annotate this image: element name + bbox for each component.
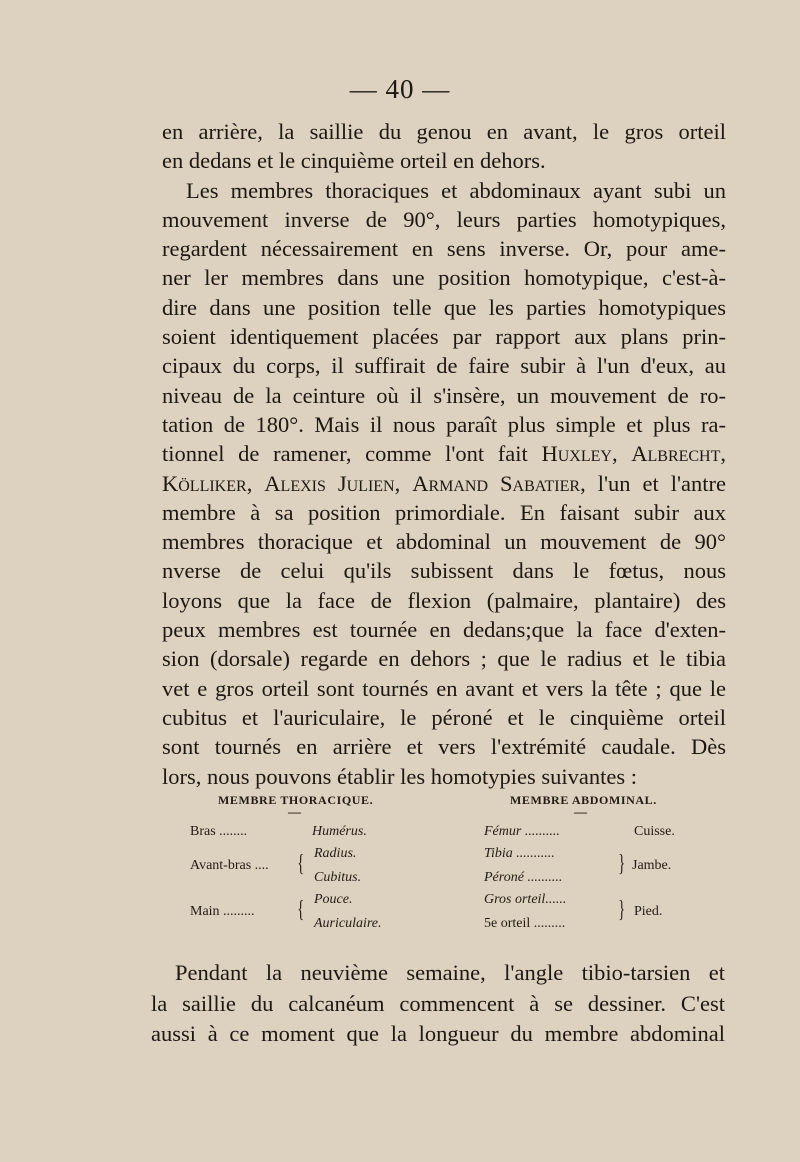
- text-segment: ,: [720, 441, 727, 467]
- label-jambe: Jambe.: [632, 858, 672, 873]
- text-line: ner ler membres dans une position homotypique, c'est-à-: [162, 265, 726, 291]
- text-line: sion (dorsale) regarde en dehors ; que le radius et le tibia: [162, 646, 726, 672]
- bone-radius: Radius.: [314, 846, 357, 861]
- text-line: nverse de celui qu'ils subissent dans le fœtus, nous: [162, 558, 726, 584]
- brace-left: {: [297, 851, 305, 877]
- text-line: dire dans une position telle que les parties homotypiques: [162, 294, 726, 320]
- digit-cinquieme-orteil: 5e orteil .........: [484, 916, 566, 931]
- header-dash: —: [574, 804, 587, 819]
- bone-cubitus: Cubitus.: [314, 870, 362, 885]
- label-main: Main .........: [190, 904, 255, 919]
- author-name: Armand Sabatier: [412, 470, 581, 496]
- text-line: vet e gros orteil sont tournés en avant et vers la tête ; que le: [162, 675, 726, 701]
- text-line-authors: [162, 469, 726, 498]
- bone-perone: Péroné ..........: [484, 870, 563, 885]
- brace-left: {: [297, 897, 305, 923]
- text-line: la saillie du calcanéum commencent à se dessiner. C'est: [151, 990, 725, 1016]
- text-line: lors, nous pouvons établir les homotypies suivantes :: [162, 763, 637, 789]
- digit-auriculaire: Auriculaire.: [314, 916, 382, 931]
- main-paragraph: [162, 117, 726, 791]
- text-line: mouvement inverse de 90°, leurs parties homotypiques,: [162, 206, 726, 232]
- text-line: aussi à ce moment que la longueur du membre abdominal: [151, 1021, 725, 1046]
- text-line: cubitus et l'auriculaire, le péroné et le cinquième orteil: [162, 704, 726, 730]
- text-line: en dedans et le cinquième orteil en dehors.: [162, 148, 546, 174]
- text-line: cipaux du corps, il suffirait de faire subir à l'un d'eux, au: [162, 353, 726, 379]
- author-name: Albrecht: [631, 441, 721, 467]
- text-line: tation de 180°. Mais il nous paraît plus simple et plus ra-: [162, 411, 726, 437]
- label-pied: Pied.: [634, 904, 663, 919]
- label-avant-bras: Avant-bras ....: [190, 858, 269, 873]
- digit-gros-orteil: Gros orteil......: [484, 892, 567, 907]
- text-line: soient identiquement placées par rapport aux plans prin-: [162, 324, 726, 350]
- author-name: Kölliker: [162, 470, 247, 496]
- brace-right: }: [618, 897, 626, 923]
- header-dash: —: [288, 804, 301, 819]
- label-cuisse: Cuisse.: [634, 824, 675, 839]
- author-name: Huxley: [541, 441, 612, 467]
- text-line: Pendant la neuvième semaine, l'angle tibio-tarsien et: [175, 960, 725, 985]
- text-segment: ,: [394, 470, 413, 496]
- page-number: — 40 —: [349, 74, 451, 104]
- label-bras: Bras ........: [190, 824, 248, 839]
- bone-humerus: Humérus.: [312, 824, 367, 839]
- text-line: en arrière, la saillie du genou en avant, le gros orteil: [162, 119, 726, 144]
- bone-tibia: Tibia ...........: [484, 846, 555, 861]
- homotypy-table: [0, 790, 800, 930]
- brace-right: }: [618, 851, 626, 877]
- text-line: loyons que la face de flexion (palmaire, plantaire) des: [162, 587, 726, 613]
- text-line: niveau de la ceinture où il s'insère, un mouvement de ro-: [162, 382, 726, 408]
- digit-pouce: Pouce.: [314, 892, 353, 907]
- text-segment: ,: [246, 470, 265, 496]
- bone-femur: Fémur ..........: [484, 824, 560, 839]
- text-line: peux membres est tournée en dedans;que la face d'exten-: [162, 617, 726, 643]
- text-line-authors: [162, 439, 726, 468]
- text-line: regardent nécessairement en sens inverse. Or, pour ame-: [162, 236, 726, 262]
- column-header-thoracic: MEMBRE THORACIQUE.: [218, 793, 374, 807]
- text-line: membre à sa position primordiale. En faisant subir aux: [162, 499, 726, 525]
- text-line: membres thoracique et abdominal un mouvement de 90°: [162, 529, 726, 555]
- author-name: Alexis Julien: [264, 470, 395, 496]
- text-segment: ,: [611, 441, 632, 467]
- bottom-paragraph: [151, 958, 725, 1050]
- text-line: Les membres thoraciques et abdominaux ayant subi un: [186, 177, 726, 203]
- text-segment: , l'un et l'antre: [580, 470, 726, 496]
- column-header-abdominal: MEMBRE ABDOMINAL.: [510, 793, 657, 807]
- text-line: sont tournés en arrière et vers l'extrémité caudale. Dès: [162, 734, 726, 760]
- text-segment: tionnel de ramener, comme l'ont fait: [162, 441, 542, 467]
